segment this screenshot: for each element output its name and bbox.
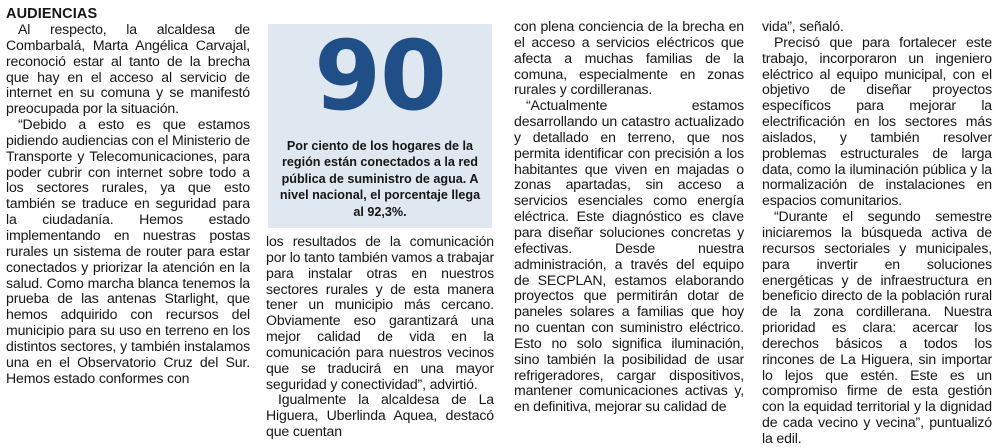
paragraph: con plena conciencia de la brecha en el acceso a servicios eléctricos que afecta a muchas familias de la comuna, especialmente en zonas rurales y cordilleranas.: [514, 18, 744, 98]
paragraph: Igualmente la alcaldesa de La Higuera, Uberlinda Aquea, destacó que cuentan: [266, 391, 494, 440]
section-title: AUDIENCIAS: [6, 6, 98, 22]
paragraph: “Durante el segundo semestre iniciaremos la búsqueda activa de recursos sectoriales y municipales, para invertir en soluciones energéticas y de infraestructura en beneficio directo de la población rural de la zona cordillerana. Nuestra prioridad es clara: acercar los derechos básicos a todos los rincones de La Higuera, sin importar lo lejos que estén. Este es un compromiso firme de esta gestión con la equidad territorial y la dignidad de cada vecino y vecina”, puntualizó la edil.: [762, 208, 992, 446]
highlight-caption: Por ciento de los hogares de la región están conectados a la red pública de suministro de agua. A nivel nacional, el porcentaje llega al 92,3%.: [279, 139, 481, 219]
article-column-1: [6, 6, 250, 386]
paragraph: Precisó que para fortalecer este trabajo, incorporaron un ingeniero eléctrico al equipo municipal, con el objetivo de diseñar proyectos específicos para mejorar la electrificación en los sectores más aislados, y también resolver problemas estructurales de larga data, como la iluminación pública y la normalización de instalaciones en espacios comunitarios.: [762, 33, 992, 209]
paragraph: Al respecto, la alcaldesa de Combarbalá, Marta Angélica Carvajal, reconoció estar al tanto de la brecha que hay en el acceso al servicio de internet en su comuna y se manifestó preocupada por la situación.: [6, 21, 250, 117]
article-column-4: [762, 19, 992, 447]
paragraph: “Actualmente estamos desarrollando un catastro actualizado y detallado en terreno, que nos permita identificar con precisión a los habitantes que viven en majadas o zonas apartadas, sin acceso a servicios esenciales como energía eléctrica. Este diagnóstico es clave para diseñar soluciones concretas y efectivas. Desde nuestra administración, a través del equipo de SECPLAN, estamos elaborando proyectos que permitirán dotar de paneles solares a familias que hoy no cuentan con suministro eléctrico. Esto no solo significa iluminación, sino también la posibilidad de usar refrigeradores, cargar dispositivos, mantener comunicaciones activas y, en definitiva, mejorar su calidad de: [514, 97, 744, 415]
article-column-3: [514, 19, 744, 415]
paragraph: vida”, señaló.: [762, 18, 844, 34]
highlight-number: 90: [314, 20, 446, 132]
article-column-2: [266, 234, 494, 440]
highlight-box: [268, 20, 492, 228]
paragraph: los resultados de la comunicación por lo tanto también vamos a trabajar para instalar otras en nuestros sectores rurales y de esta manera tener un municipio más cercano. Obviamente eso garantizará una mejor calidad de vida en la comunicación para nuestros vecinos que se traducirá en una mayor seguridad y conectividad”, advirtió.: [266, 233, 494, 392]
paragraph: “Debido a esto es que estamos pidiendo audiencias con el Ministerio de Transporte y Telecomunicaciones, para poder cubrir con internet sobre todo a los sectores rurales, ya que esto también se traduce en seguridad para la ciudadanía. Hemos estado implementando en nuestras postas rurales un sistema de router para estar conectados y priorizar la atención en la salud. Como marcha blanca tenemos la prueba de las antenas Starlight, que hemos adquirido con recursos del municipio para su uso en terreno en los distintos sectores, y también instalamos una en el Observatorio Cruz del Sur. Hemos estado conformes con: [6, 116, 250, 386]
